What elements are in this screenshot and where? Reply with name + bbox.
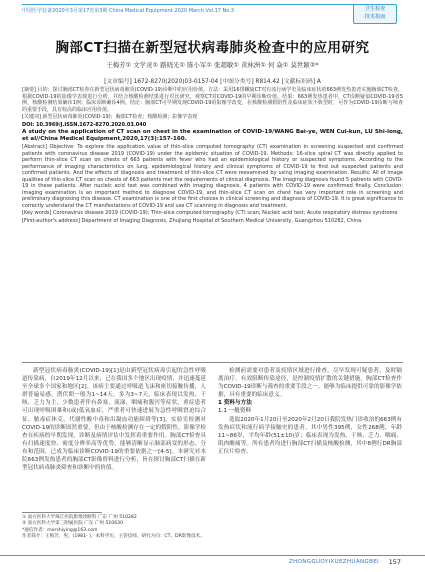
body-column-right (218, 367, 402, 456)
intro-continued: 检测前需要对患者及疫情区域进行排查，尽早发现可疑患者，及时隔离治疗，有效阻断传染途径，是控制疫情扩散的关键措施。胸部CT检查作为COVID-19诊断与筛查的重要手段之一，能够为临床提供可靠的影像学依据，具有重要的临床意义。 (218, 368, 402, 399)
footer-rule (0, 555, 425, 556)
section-heading-1-1: 1.1 一般资料 (218, 408, 252, 415)
section-heading-1: 1 资料与方法 (218, 400, 252, 407)
intro-paragraph: 新型冠状病毒肺炎(COVID-19)[1]是由新型冠状病毒引起的急性呼吸道传染病，自2019年12月以来，已在我国多个地区出现疫情，并迅速蔓延至全球多个国家和地区[2]。该病主要通过呼吸道飞沫和密切接触传播，人群普遍易感，潜伏期一般为1~14天，多为3~7天，临床表现以发热、干咳、乏力为主，少数患者伴有鼻塞、流涕、咽痛和腹泻等症状，重症患者可出现呼吸困难和(或)低氧血症，严重者可快速进展为急性呼吸窘迫综合征、脓毒症休克、代谢性酸中毒和出凝血功能障碍等[3]。实验室检测对COVID-19的诊断固然重要，但由于核酸检测存在一定的假阴性，影像学检查在疾病的早期发现、诊断及病情评估中发挥着重要作用。胸部CT检查具有扫描速度快、密度分辨率高等优势，能够清晰显示肺部病变的形态、分布和范围，已成为临床诊断COVID-19的重要依据之一[4-5]。本研究对本院663例发热患者的胸部CT影像资料进行分析，旨在探讨胸部CT扫描在新型冠状病毒肺炎筛查和诊断中的价值。 (22, 368, 206, 472)
methods-paragraph: 选取2020年1月20日至2020年2月20日我院发热门诊收治的663例有发热症状和流行病学接触史的患者，其中男性395例，女性268例，年龄11~86岁，平均年龄(51±10)岁；临床表现为发热、干咳、乏力、咽痛、肌肉酸痛等。所有患者均进行胸部CT扫描及核酸检测，其中8例行DR胸部正位片检查。 (218, 416, 402, 455)
article-title: 胸部CT扫描在新型冠状病毒肺炎检查中的应用研究 (55, 40, 370, 56)
running-head: 中国医学装备2020年3月第17卷第3期 China Medical Equipment 2020 March Vol.17 No.3 (22, 8, 235, 14)
footnote-3: *通信作者：morshiying@163.com (22, 527, 98, 533)
footnote-1: ① 南方医科大学珠江医院影像诊断科 广东 广州 510282 (22, 515, 137, 520)
body-column-left (22, 367, 206, 472)
abstract-divider (22, 362, 403, 363)
document-info: [文章编号] 1672-8270(2020)03-0157-04 [中图分类号] R814.42 [文献标识码] A (104, 79, 321, 85)
footer-journal-name: ZHONGGUOYIXUEZHUANGBEI (288, 559, 379, 565)
abstract-block (22, 87, 403, 225)
badge-line-1: 卫生检查 (364, 6, 386, 12)
footnote-rule (22, 512, 102, 513)
footnote-2: ② 南方医科大学第三附属医院 广东 广州 510630 (22, 521, 123, 527)
footnotes (22, 515, 212, 541)
author-list: 王梅芳① 文学灵① 路晓光① 陈小军① 张超敏① 黄林洲① 何 焱① 莫世颖②* (106, 61, 319, 69)
keywords-cn: [关键词] 新型冠状病毒肺炎(COVID-19)；胸部CT检查；核酸检测；影像学表现 (22, 114, 198, 120)
abstract-en: [Abstract] Objective: To explore the application value of thin-slice computed tomography (CT) examination in screening suspected and confirmed patients with coronavirus disease 2019 (COVID-19) under the epidemic situation of COVID-19. Methods: 16-slice spiral CT was directly applied to perform thin-slice CT scan on chests of 663 patients with fever who had an epidemiological history or suspected symptoms. According to the performance of imaging characteristics on lung, epidemiological history and clinical symptoms of COVID-19 to find out suspected patients and confirmed patients. And the effects of diagnosis and treatment of thin-slice CT were reexamined by using imaging examination. Results: All of image qualities of thin-slice CT scan on chests of 663 patients met the requirements of clinical diagnosis. The imaging diagnosis found 5 patients with COVID-19 in these patients. After nucleic acid test was combined with imaging diagnosis, 4 patients with COVID-19 were confirmed finally. Conclusion: Imaging examination is an important method to diagnose COVID-19, and thin-slice CT scan on chest has very important role in screening and preliminary diagnosing this disease. CT examination is one of the first choices in clinical screening and diagnosis of COVID-19. It is great significance to correctly understand the CT manifestations of COVID-19 and use CT scanning in diagnosis and treatment. (22, 144, 403, 209)
doi: DOI: 10.3969/J.ISSN.1672-8270.2020.03.040 (22, 121, 147, 128)
first-author-address: [First-author's address] Department of Imaging Diagnosis, Zhujiang Hospital of Southern Medical University, Guangzhou 510282, China. (22, 217, 363, 224)
page-number: 157 (388, 558, 401, 566)
keywords-en: [Key words] Coronavirus disease 2019 (COVID-19); Thin-slice computed tomography (CT) scan; Nucleic acid test; Acute respiratory distress syndrome (22, 210, 398, 216)
abstract-cn: [摘要] 目的：探讨胸部CT检查在新型冠状病毒肺炎(COVID-19)诊断中的应用价值。方法：采用16排螺旋CT对有流行病学史及临床症状的663例发热患者实施胸部CT检查，根据COVID-19的影像学表现进行分析，并结合核酸检测结果进行对比研究，观察CT对COVID-19的早期诊断价值。结果：663例发热患者中，CT诊断疑似COVID-19者5例，核酸检测结果确诊1例；临床诊断确诊4例。结论：胸部CT可早期发现COVID-19的影像学改变，在核酸检测假阴性及临床症状不典型时，可作为COVID-19诊断与筛查的重要手段，具有较高的临床应用价值。 (22, 87, 403, 113)
english-title: A study on the application of CT scan on chest in the examination of COVID-19/WANG Bai-ye, WEN Cui-kun, LU Shi-long, et al//China Medical Equipment,2020,17(3):157-160. (22, 129, 403, 142)
section-badge (353, 4, 397, 24)
badge-line-2: 技术指南 (364, 14, 386, 20)
header-rule (22, 4, 382, 5)
footnote-4: 作者简介：王梅芳，男，(1981- )，本科学历，主管技师，研究方向：CT、DR影像技术。 (22, 534, 205, 540)
